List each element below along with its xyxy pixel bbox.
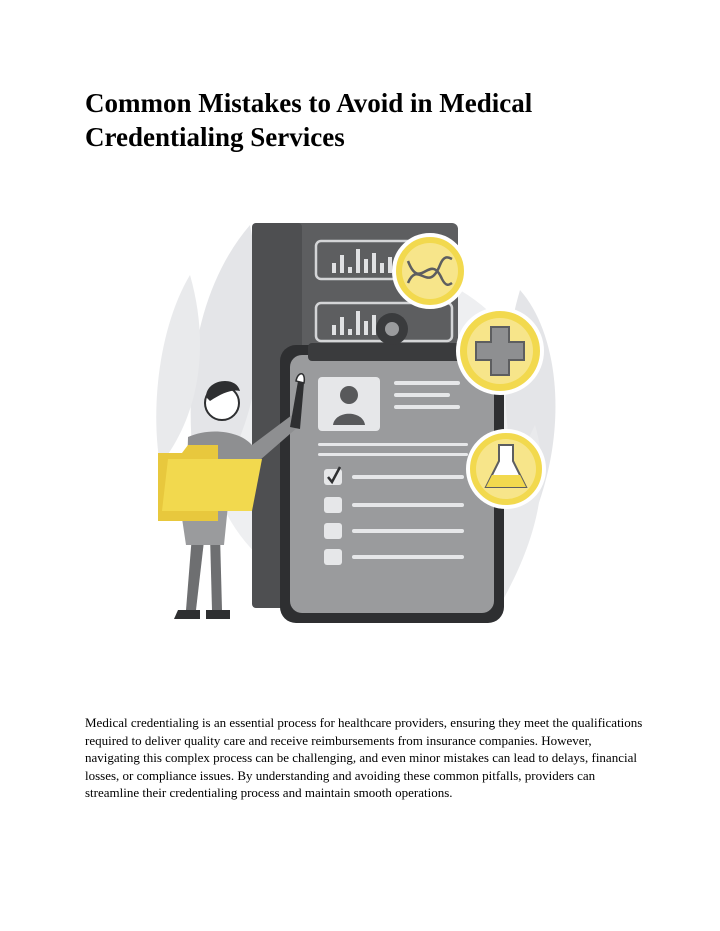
credentialing-illustration [140,205,580,635]
intro-paragraph: Medical credentialing is an essential process for healthcare providers, ensuring they meet the qualifications required to deliver quality care and receive reimbursements from insurance companies. However, navigating this complex process can be challenging, and even minor mistakes can lead to delays, financial losses, or compliance issues. By understanding and avoiding these common pitfalls, providers can streamline their credentialing process and maintain smooth operations. [85,715,643,800]
user-avatar-icon [340,386,358,404]
checkbox-unchecked [324,523,342,539]
checkbox-unchecked [324,497,342,513]
page-title: Common Mistakes to Avoid in Medical Credentialing Services [85,88,533,152]
lab-flask-badge [468,431,544,507]
medical-cross-badge [458,309,542,393]
dna-badge [394,235,466,307]
checkbox-unchecked [324,549,342,565]
